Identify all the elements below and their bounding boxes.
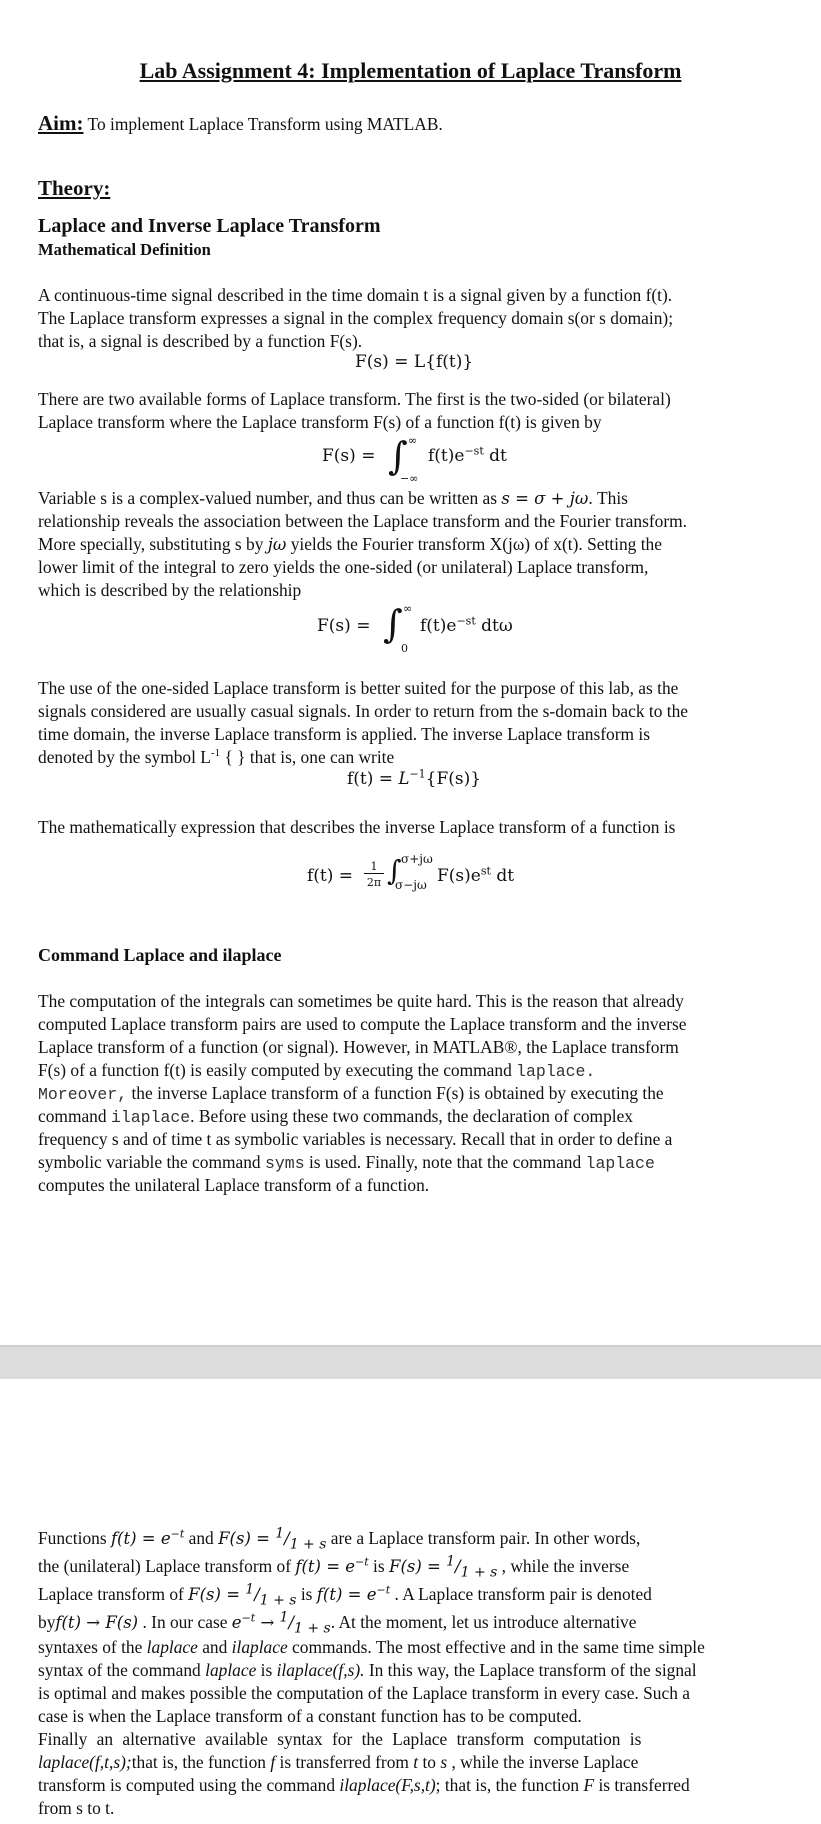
para6-line6 xyxy=(38,1105,794,1130)
para4-l4a: denoted by the symbol L xyxy=(38,747,211,767)
p2-l3a: Laplace transform of xyxy=(38,1584,189,1604)
p2-l11b: ; that is, the function xyxy=(435,1775,584,1795)
p2-l2m1: f(t) = e xyxy=(295,1557,356,1576)
eq3-tail: dtω xyxy=(475,616,513,636)
para3-math-jw: jω xyxy=(267,535,287,554)
eq3-body-text: f(t)e xyxy=(420,616,457,636)
p2-line10 xyxy=(38,1751,794,1774)
para6-l6b: . Before using these two commands, the declaration of complex xyxy=(190,1106,634,1126)
p2-l4c: . At the moment, let us introduce alternative xyxy=(330,1612,637,1632)
integral-sign-3: ∫ xyxy=(387,854,402,887)
p2-l2c: , while the inverse xyxy=(497,1556,630,1576)
p2-l3-math1: $F(s) = ^1/_{1 + s}$ xyxy=(188,1581,297,1609)
p2-l11-ilaplace: ilaplace(F,s,t) xyxy=(339,1775,436,1795)
p2-l5a: syntaxes of the xyxy=(38,1637,147,1657)
aim-label: Aim: xyxy=(38,111,84,135)
p2-l5-ilaplace: ilaplace xyxy=(231,1637,288,1657)
p2-l4-frac-den: 1 + s xyxy=(294,1620,331,1637)
para6-line1: The computation of the integrals can sometimes be quite hard. This is the reason that already xyxy=(38,991,684,1011)
eq4-sup: −1 xyxy=(409,767,426,781)
p2-line9: Finally an alternative available syntax for the Laplace transform computation is xyxy=(38,1729,642,1749)
p2-l6-laplace: laplace xyxy=(205,1660,257,1680)
p2-l3m2: f(t) = e xyxy=(316,1585,377,1604)
equation-bilateral xyxy=(322,436,622,486)
theory-heading: Theory: xyxy=(38,176,111,200)
para6-line4 xyxy=(38,1059,794,1084)
para3-math-s: s = σ + jω xyxy=(501,489,589,508)
para6-line7: frequency s and of time t as symbolic variables is necessary. Recall that in order to define a xyxy=(38,1129,673,1149)
p2-l10c: to xyxy=(418,1752,441,1772)
p2-l3m2-exp: −t xyxy=(376,1583,391,1597)
eq4-operator: L xyxy=(398,769,410,788)
page-separator xyxy=(0,1345,821,1381)
p2-l2a: the (unilateral) Laplace transform of xyxy=(38,1556,296,1576)
p2-l4m3: → xyxy=(255,1613,280,1632)
p2-l3c: . A Laplace transform pair is denoted xyxy=(390,1584,652,1604)
section-heading-commands: Command Laplace and ilaplace xyxy=(38,945,282,965)
p2-l1-math1 xyxy=(111,1529,184,1548)
eq3-body xyxy=(420,616,513,636)
p2-l4-frac-num: 1 xyxy=(279,1609,289,1626)
p2-l5c: commands. The most effective and in the same time simple xyxy=(287,1637,705,1657)
para3-line5: which is described by the relationship xyxy=(38,580,302,600)
para4-l4b: { } that is, one can write xyxy=(220,747,395,767)
eq5-fraction-num: 1 xyxy=(364,860,384,874)
p2-l4m2-exp: −t xyxy=(241,1611,256,1625)
para6-line5 xyxy=(38,1082,794,1107)
para1-line3: that is, a signal is described by a function F(s). xyxy=(38,331,363,351)
p2-line2 xyxy=(38,1555,794,1584)
para3-l3b: yields the Fourier transform X(jω) of x(t). Setting the xyxy=(286,534,662,554)
p2-l2m2: F(s) = xyxy=(389,1557,447,1576)
p2-l3-frac-den: 1 + s xyxy=(259,1592,297,1609)
code-syms: syms xyxy=(264,1154,305,1173)
para6-l8b: is used. Finally, note that the command xyxy=(304,1152,586,1172)
p2-l2-math2: $F(s) = ^1/_{1 + s}$ xyxy=(389,1553,498,1581)
section-heading-laplace: Laplace and Inverse Laplace Transform xyxy=(38,215,381,237)
eq3-lower-limit: 0 xyxy=(401,642,408,655)
eq5-exponent: st xyxy=(480,864,491,878)
p2-l6c: In this way, the Laplace transform of the signal xyxy=(364,1660,697,1680)
para6-line3: Laplace transform of a function (or signal). However, in MATLAB®, the Laplace transform xyxy=(38,1037,679,1057)
p2-l3m1: F(s) = xyxy=(188,1585,246,1604)
eq5-fraction-den: 2π xyxy=(366,876,382,889)
p2-l2-frac-den: 1 + s xyxy=(460,1564,498,1581)
p2-l11a: transform is computed using the command xyxy=(38,1775,340,1795)
p2-l1m2: F(s) = xyxy=(218,1529,276,1548)
p2-l6-ilaplace: ilaplace(f,s). xyxy=(276,1660,365,1680)
para3-l1a: Variable s is a complex-valued number, and thus can be written as xyxy=(38,488,502,508)
eq5-tail: dt xyxy=(490,866,515,886)
para3-line2: relationship reveals the association between the Laplace transform and the Fourier transform. xyxy=(38,511,688,531)
para3-line3 xyxy=(38,533,794,557)
eq2-tail: dt xyxy=(483,446,507,466)
para6-line8 xyxy=(38,1151,794,1176)
p2-l10d: , while the inverse Laplace xyxy=(447,1752,639,1772)
para6-l5b: the inverse Laplace transform of a function F(s) is obtained by executing the xyxy=(127,1083,664,1103)
para4-line2: signals considered are usually casual signals. In order to return from the s-domain back to the xyxy=(38,701,689,721)
eq2-body xyxy=(428,446,507,466)
p2-l10b: is transferred from xyxy=(275,1752,414,1772)
para4-line3: time domain, the inverse Laplace transform is applied. The inverse Laplace transform is xyxy=(38,724,651,744)
eq5-lower-limit: σ−jω xyxy=(395,878,427,892)
para3-line1 xyxy=(38,487,794,511)
equation-unilateral xyxy=(317,600,617,658)
p2-line6 xyxy=(38,1659,794,1682)
para3-line4: lower limit of the integral to zero yields the one-sided (or unilateral) Laplace transform, xyxy=(38,557,649,577)
eq2-body-text: f(t)e xyxy=(428,446,465,466)
subheading-definition: Mathematical Definition xyxy=(38,240,211,259)
para6-l6a: command xyxy=(38,1106,111,1126)
code-moreover: Moreover, xyxy=(38,1085,128,1104)
eq2-lower-limit: −∞ xyxy=(400,472,419,485)
para4-line1: The use of the one-sided Laplace transform is better suited for the purpose of this lab, as the xyxy=(38,678,679,698)
equation-laplace-definition: F(s) = L{f(t)} xyxy=(355,352,474,372)
p2-l3-frac-num: 1 xyxy=(245,1581,255,1598)
p2-l1-frac-den: 1 + s xyxy=(289,1536,327,1553)
para4-line4 xyxy=(38,746,794,769)
equation-inverse-laplace xyxy=(307,852,627,906)
p2-l3-math2 xyxy=(317,1585,390,1604)
p2-l10a: that is, the function xyxy=(131,1752,271,1772)
p2-l6a: syntax of the command xyxy=(38,1660,206,1680)
eq3-exponent: −st xyxy=(456,614,476,628)
p2-l4b: . In our case xyxy=(138,1612,232,1632)
p2-l1a: Functions xyxy=(38,1528,111,1548)
para3-l1b: . This xyxy=(588,488,628,508)
para6-line2: computed Laplace transform pairs are used to compute the Laplace transform and the inverse xyxy=(38,1014,687,1034)
eq5-lhs: f(t) = xyxy=(307,866,354,886)
p2-line11 xyxy=(38,1774,794,1797)
p2-l4m1: f(t) → F(s) xyxy=(55,1613,139,1632)
aim-line xyxy=(38,112,794,136)
page-2 xyxy=(0,1379,821,1824)
p2-l3b: is xyxy=(296,1584,317,1604)
p2-l1b: and xyxy=(184,1528,219,1548)
p2-line3 xyxy=(38,1583,794,1612)
p2-line12: from s to t. xyxy=(38,1798,115,1818)
p2-l10-t: t xyxy=(413,1752,419,1772)
p2-line5 xyxy=(38,1636,794,1659)
aim-text: To implement Laplace Transform using MATLAB. xyxy=(83,114,443,134)
p2-l10-f: f xyxy=(270,1752,276,1772)
eq3-upper-limit: ∞ xyxy=(403,602,413,615)
integral-sign: ∫ xyxy=(388,434,408,478)
eq2-upper-limit: ∞ xyxy=(408,434,418,447)
code-laplace-2: laplace xyxy=(585,1154,655,1173)
p2-l5b: and xyxy=(197,1637,232,1657)
code-ilaplace: ilaplace xyxy=(110,1108,191,1127)
p2-l2m1-exp: −t xyxy=(355,1555,369,1569)
p2-line7: is optimal and makes possible the computation of the Laplace transform in every case. Such a xyxy=(38,1683,690,1703)
para1-line1: A continuous-time signal described in the time domain t is a signal given by a function f(t). xyxy=(38,285,673,305)
p2-l2-frac-num: 1 xyxy=(446,1553,456,1570)
equation-inverse-notation xyxy=(347,769,481,789)
p2-l2-math1 xyxy=(295,1557,368,1576)
p2-line1 xyxy=(38,1527,794,1556)
eq5-body-text: F(s)e xyxy=(437,866,481,886)
para6-l8a: symbolic variable the command xyxy=(38,1152,265,1172)
p2-l6b: is xyxy=(256,1660,277,1680)
p2-l11-F: F xyxy=(583,1775,595,1795)
code-laplace: laplace. xyxy=(516,1062,596,1081)
eq2-lhs: F(s) = xyxy=(322,446,376,466)
eq5-upper-limit: σ+jω xyxy=(401,852,433,866)
p2-l5-laplace: laplace xyxy=(146,1637,198,1657)
para6-line9: computes the unilateral Laplace transform of a function. xyxy=(38,1175,430,1195)
p2-l1m1-exp: −t xyxy=(170,1527,185,1541)
para6-l4a: F(s) of a function f(t) is easily computed by executing the command xyxy=(38,1060,517,1080)
para5-line: The mathematically expression that describes the inverse Laplace transform of a function is xyxy=(38,817,676,837)
p2-l11c: is transferred xyxy=(594,1775,690,1795)
p2-l1-frac-num: 1 xyxy=(275,1525,285,1542)
para4-l4-sup: -1 xyxy=(210,747,221,760)
para2-line2: Laplace transform where the Laplace transform F(s) of a function f(t) is given by xyxy=(38,412,602,432)
p2-l1c: are a Laplace transform pair. In other words, xyxy=(326,1528,641,1548)
p2-l4m2: e xyxy=(231,1613,242,1632)
para2-line1: There are two available forms of Laplace transform. The first is the two-sided (or bilateral) xyxy=(38,389,671,409)
para3-l3a: More specially, substituting s by xyxy=(38,534,268,554)
p2-l2b: is xyxy=(368,1556,389,1576)
p2-l10-s: s xyxy=(440,1752,448,1772)
p2-l4a: by xyxy=(38,1612,56,1632)
p2-l1m1: f(t) = e xyxy=(110,1529,171,1548)
eq4-rhs: {F(s)} xyxy=(425,769,482,789)
para1-line2: The Laplace transform expresses a signal in the complex frequency domain s(or s domain); xyxy=(38,308,674,328)
p2-line8: case is when the Laplace transform of a constant function has to be computed. xyxy=(38,1706,582,1726)
p2-l4-math2: $e^{-t} \to ^1/_{1 + s}$ xyxy=(231,1609,331,1637)
eq4-lhs: f(t) = xyxy=(347,769,399,789)
p2-l10-syntax: laplace(f,t,s); xyxy=(38,1752,132,1772)
eq2-exponent: −st xyxy=(464,444,484,458)
eq5-body xyxy=(437,866,514,886)
document-title: Lab Assignment 4: Implementation of Laplace Transform xyxy=(139,58,682,83)
integral-sign-2: ∫ xyxy=(383,602,403,646)
p2-l1-math2: $F(s) = ^1/_{1 + s}$ xyxy=(218,1525,327,1553)
eq3-lhs: F(s) = xyxy=(317,616,371,636)
